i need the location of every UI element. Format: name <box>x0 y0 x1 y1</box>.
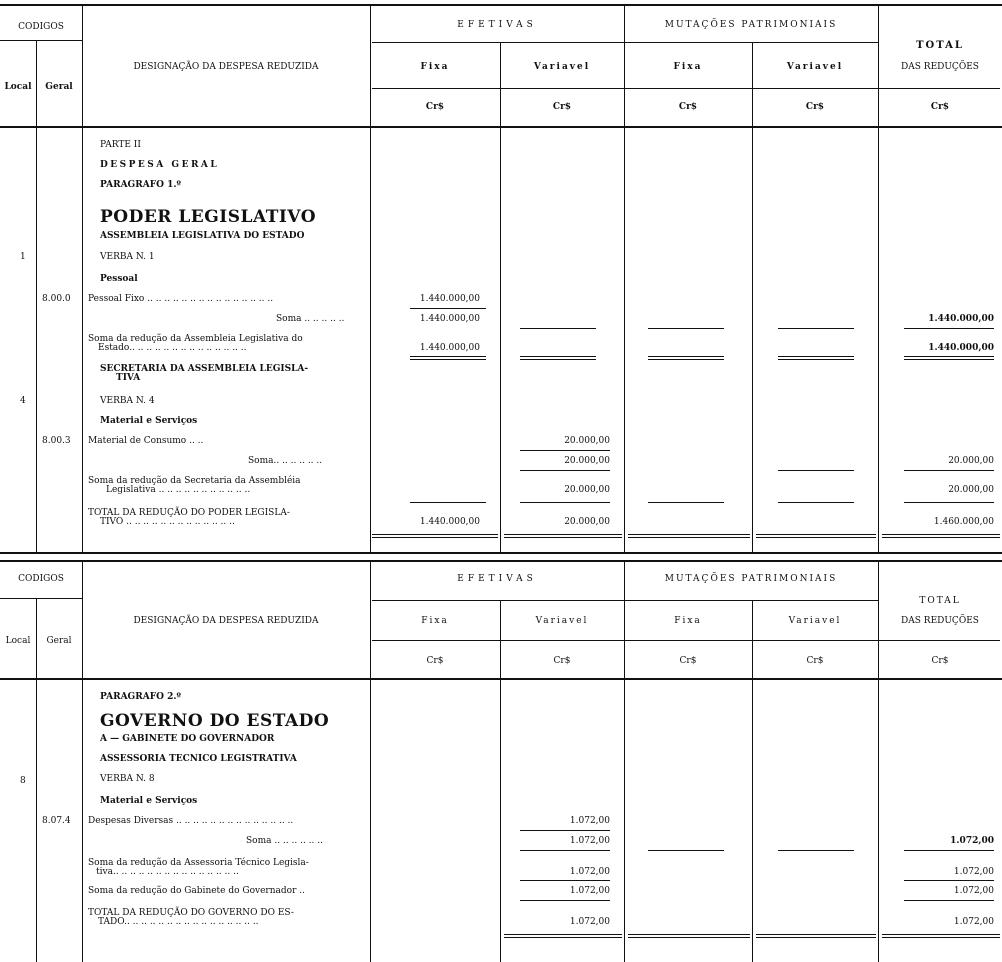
currency-2: Cr$ <box>552 102 572 112</box>
soma-secretaria-label-1: Soma da redução da Secretaria da Assembléia <box>88 476 301 486</box>
pessoal-fixo-value: 1.440.000,00 <box>419 294 480 304</box>
despesas-value: 1.072,00 <box>569 816 610 826</box>
currency-5: Cr$ <box>930 102 950 112</box>
soma-2-total: 20.000,00 <box>948 456 994 466</box>
header-total-2: DAS REDUÇÕES <box>901 62 979 72</box>
soma-secretaria-total: 20.000,00 <box>948 485 994 495</box>
soma-2-var: 20.000,00 <box>564 456 610 466</box>
total-governo-label-2: TADO.. .. .. .. .. .. .. .. .. .. .. .. .. .. .. .. <box>98 917 259 927</box>
currency-10: Cr$ <box>931 656 949 666</box>
soma-assembleia-label-2: Estado.. .. .. .. .. .. .. .. .. .. .. .. .. .. <box>98 343 247 353</box>
header-codigos-2: CODIGOS <box>18 574 64 584</box>
verba-4-label: VERBA N. 4 <box>100 396 155 406</box>
header-mutacoes-2: MUTAÇÕES PATRIMONIAIS <box>664 574 838 584</box>
soma-secretaria-label-2: Legislativa .. .. .. .. .. .. .. .. .. .. .. <box>106 485 251 495</box>
currency-7: Cr$ <box>553 656 571 666</box>
header-variavel-4: Variavel <box>788 616 842 626</box>
header-bottom-border <box>0 126 1002 128</box>
currency-3: Cr$ <box>678 102 698 112</box>
soma-3-var: 1.072,00 <box>569 836 610 846</box>
material-consumo-label: Material de Consumo .. .. <box>88 436 204 446</box>
header-fixa-3: Fixa <box>421 616 449 626</box>
geral-code-3: 8.07.4 <box>42 816 71 826</box>
currency-9: Cr$ <box>806 656 824 666</box>
soma-assembleia-total: 1.440.000,00 <box>928 343 994 353</box>
header-codigos: CODIGOS <box>18 22 64 32</box>
top-border <box>0 4 1002 6</box>
soma-2-label: Soma.. .. .. .. .. .. <box>248 456 323 466</box>
total-poder-total: 1.460.000,00 <box>933 517 994 527</box>
header-fixa-1: Fixa <box>420 62 450 72</box>
header-total-4: DAS REDUÇÕES <box>901 616 979 626</box>
soma-1-label: Soma .. .. .. .. .. <box>276 314 345 324</box>
soma-assessoria-var: 1.072,00 <box>569 867 610 877</box>
paragrafo-2-label: PARAGRAFO 2.º <box>100 692 181 702</box>
verba-8-label: VERBA N. 8 <box>100 774 155 784</box>
soma-1-total: 1.440.000,00 <box>928 314 994 324</box>
total-poder-label-1: TOTAL DA REDUÇÃO DO PODER LEGISLA- <box>88 508 290 518</box>
local-code-8: 8 <box>20 776 26 786</box>
secretaria-label-1: SECRETARIA DA ASSEMBLEIA LEGISLA- <box>100 364 309 374</box>
soma-assembleia-label-1: Soma da redução da Assembleia Legislativa do <box>88 334 303 344</box>
header-designacao: DESIGNAÇÃO DA DESPESA REDUZIDA <box>133 62 319 72</box>
header-efetivas: EFETIVAS <box>457 20 537 30</box>
despesa-geral-label: DESPESA GERAL <box>100 160 220 170</box>
total-poder-var: 20.000,00 <box>564 517 610 527</box>
paragrafo-1-label: PARAGRAFO 1.º <box>100 180 181 190</box>
geral-code-1: 8.00.0 <box>42 294 71 304</box>
soma-gabinete-total: 1.072,00 <box>953 886 994 896</box>
header-local-2: Local <box>5 636 31 646</box>
governo-title: GOVERNO DO ESTADO <box>100 711 330 731</box>
assembleia-label: ASSEMBLEIA LEGISLATIVA DO ESTADO <box>100 231 305 241</box>
table-section-2 <box>0 560 1002 962</box>
verba-1-label: VERBA N. 1 <box>100 252 155 262</box>
header-designacao-2: DESIGNAÇÃO DA DESPESA REDUZIDA <box>133 616 319 626</box>
total-governo-label-1: TOTAL DA REDUÇÃO DO GOVERNO DO ES- <box>88 908 294 918</box>
geral-code-2: 8.00.3 <box>42 436 71 446</box>
header-fixa-4: Fixa <box>674 616 702 626</box>
header-variavel-2: Variavel <box>786 62 844 72</box>
total-governo-var: 1.072,00 <box>569 917 610 927</box>
soma-3-total: 1.072,00 <box>950 836 994 846</box>
header-geral-2: Geral <box>46 636 72 646</box>
gabinete-label: A — GABINETE DO GOVERNADOR <box>100 734 275 744</box>
soma-assembleia-fixa: 1.440.000,00 <box>419 343 480 353</box>
header-variavel-3: Variavel <box>535 616 589 626</box>
soma-gabinete-label: Soma da redução do Gabinete do Governador .. <box>88 886 305 896</box>
header-geral: Geral <box>45 82 73 92</box>
pessoal-fixo-label: Pessoal Fixo .. .. .. .. .. .. .. .. .. .. .. .. .. .. .. <box>88 294 274 304</box>
local-code-4: 4 <box>20 396 26 406</box>
currency-8: Cr$ <box>679 656 697 666</box>
soma-assessoria-label-2: tiva.. .. .. .. .. .. .. .. .. .. .. .. .. .. .. <box>96 867 239 877</box>
total-poder-fixa: 1.440.000,00 <box>419 517 480 527</box>
soma-1-fixa: 1.440.000,00 <box>419 314 480 324</box>
header-total-1: TOTAL <box>916 40 964 51</box>
currency-6: Cr$ <box>426 656 444 666</box>
material-label-2: Material e Serviços <box>100 796 198 806</box>
local-code-1: 1 <box>20 252 26 262</box>
soma-gabinete-var: 1.072,00 <box>569 886 610 896</box>
despesas-label: Despesas Diversas .. .. .. .. .. .. .. .. .. .. .. .. .. .. <box>88 816 294 826</box>
header-local: Local <box>4 82 32 92</box>
material-consumo-value: 20.000,00 <box>564 436 610 446</box>
total-poder-label-2: TIVO .. .. .. .. .. .. .. .. .. .. .. .. .. <box>100 517 235 527</box>
currency-1: Cr$ <box>425 102 445 112</box>
soma-secretaria-var: 20.000,00 <box>564 485 610 495</box>
currency-4: Cr$ <box>805 102 825 112</box>
soma-assessoria-label-1: Soma da redução da Assessoria Técnico Legisla- <box>88 858 309 868</box>
header-variavel-1: Variavel <box>533 62 591 72</box>
header-fixa-2: Fixa <box>673 62 703 72</box>
total-governo-total: 1.072,00 <box>953 917 994 927</box>
soma-3-label: Soma .. .. .. .. .. .. <box>246 836 323 846</box>
material-label-1: Material e Serviços <box>100 416 198 426</box>
poder-legislativo-title: PODER LEGISLATIVO <box>100 207 317 227</box>
header-total-3: TOTAL <box>919 596 961 606</box>
pessoal-label: Pessoal <box>100 274 138 284</box>
secretaria-label-2: TIVA <box>116 373 141 383</box>
soma-assessoria-total: 1.072,00 <box>953 867 994 877</box>
assessoria-label: ASSESSORIA TECNICO LEGISTRATIVA <box>100 754 297 764</box>
section-bottom-border <box>0 552 1002 554</box>
header-efetivas-2: EFETIVAS <box>457 574 537 584</box>
header-mutacoes: MUTAÇÕES PATRIMONIAIS <box>664 20 838 30</box>
parte-label: PARTE II <box>100 140 141 150</box>
